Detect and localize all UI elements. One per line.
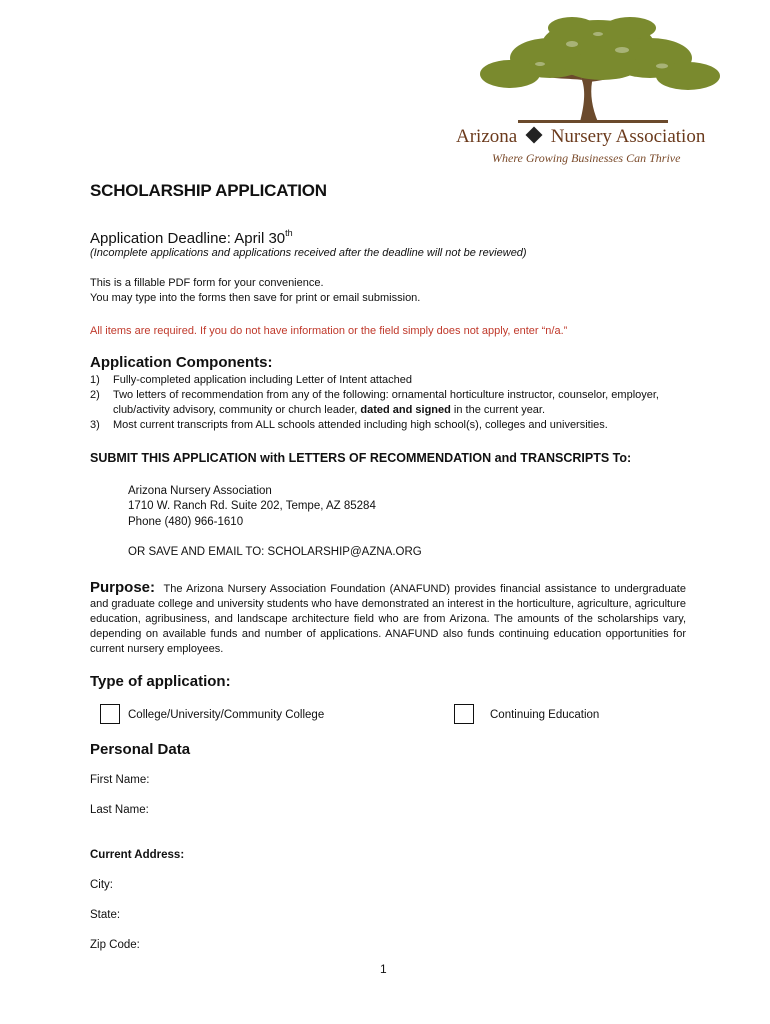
current-address-field[interactable]	[200, 847, 684, 867]
submit-phone: Phone (480) 966-1610	[128, 516, 244, 528]
submit-street: 1710 W. Ranch Rd. Suite 202, Tempe, AZ 85284	[128, 500, 376, 512]
state-label: State:	[90, 909, 121, 921]
list-item	[90, 418, 700, 433]
list-item	[90, 373, 700, 388]
list-item-text: Fully-completed application including Letter of Intent attached	[113, 374, 413, 386]
city-field[interactable]	[130, 877, 684, 897]
logo-name-left: Arizona	[456, 126, 518, 147]
current-address-label: Current Address:	[90, 849, 185, 861]
tree-icon	[452, 14, 742, 126]
submit-email-line: OR SAVE AND EMAIL TO: SCHOLARSHIP@AZNA.ORG	[128, 546, 422, 558]
application-type-heading: Type of application:	[90, 673, 231, 690]
purpose-heading: Purpose:	[90, 579, 156, 596]
deadline-suffix: th	[285, 228, 293, 238]
first-name-field[interactable]	[160, 772, 684, 792]
state-field[interactable]	[130, 907, 684, 927]
association-logo	[452, 14, 742, 165]
college-checkbox-label: College/University/Community College	[128, 709, 325, 721]
logo-name-right: Nursery Association	[550, 126, 706, 147]
fillable-note-line2: You may type into the forms then save for print or email submission.	[90, 292, 421, 304]
fillable-note-line1: This is a fillable PDF form for your convenience.	[90, 277, 324, 289]
list-item-emphasis: dated and signed	[360, 404, 451, 416]
components-heading: Application Components:	[90, 354, 273, 371]
purpose-text: The Arizona Nursery Association Foundation (ANAFUND) provides financial assistance to undergraduate and graduate college and university students who have demonstrated an interest in the horticulture, agriculture, agriculture education, agribusiness, and landscape architecture field who are from Arizona. The amounts of the scholarships vary, depending on available funds and number of applications. ANAFUND also funds continuing education opportunities for current nursery employees.	[90, 583, 686, 655]
components-list	[90, 373, 700, 433]
list-item-text-end: in the current year.	[450, 404, 546, 416]
submit-org: Arizona Nursery Association	[128, 485, 272, 497]
continuing-education-checkbox-label: Continuing Education	[490, 709, 600, 721]
college-checkbox[interactable]	[100, 704, 120, 724]
personal-data-heading: Personal Data	[90, 741, 191, 758]
page-number: 1	[380, 962, 387, 976]
logo-tagline: Where Growing Businesses Can Thrive	[492, 151, 681, 165]
last-name-label: Last Name:	[90, 804, 149, 816]
zip-code-field[interactable]	[150, 937, 684, 957]
list-item-text: Most current transcripts from ALL schools attended including high school(s), colleges and universities.	[113, 419, 608, 431]
list-item-number: 2)	[90, 389, 100, 401]
submit-heading: SUBMIT THIS APPLICATION with LETTERS OF RECOMMENDATION and TRANSCRIPTS To:	[90, 451, 632, 465]
list-item-text: Two letters of recommendation from any of the following: ornamental horticulture instructor, counselor, employer, club/activity advisory, community or church leader,	[113, 389, 659, 416]
application-deadline	[90, 228, 293, 247]
deadline-text: Application Deadline: April 30	[90, 230, 286, 247]
list-item-number: 3)	[90, 419, 100, 431]
logo-association-name	[456, 126, 742, 148]
city-label: City:	[90, 879, 113, 891]
list-item	[90, 388, 700, 418]
purpose-paragraph	[90, 580, 686, 657]
continuing-education-checkbox[interactable]	[454, 704, 474, 724]
zip-code-label: Zip Code:	[90, 939, 140, 951]
list-item-number: 1)	[90, 374, 100, 386]
required-note: All items are required. If you do not have information or the field simply does not apply, enter “n/a.”	[90, 325, 568, 337]
last-name-field[interactable]	[160, 802, 684, 822]
first-name-label: First Name:	[90, 774, 150, 786]
logo-diamond-icon	[525, 127, 542, 144]
deadline-note: (Incomplete applications and applications received after the deadline will not be reviewed)	[90, 247, 527, 259]
page-title: SCHOLARSHIP APPLICATION	[90, 181, 327, 200]
